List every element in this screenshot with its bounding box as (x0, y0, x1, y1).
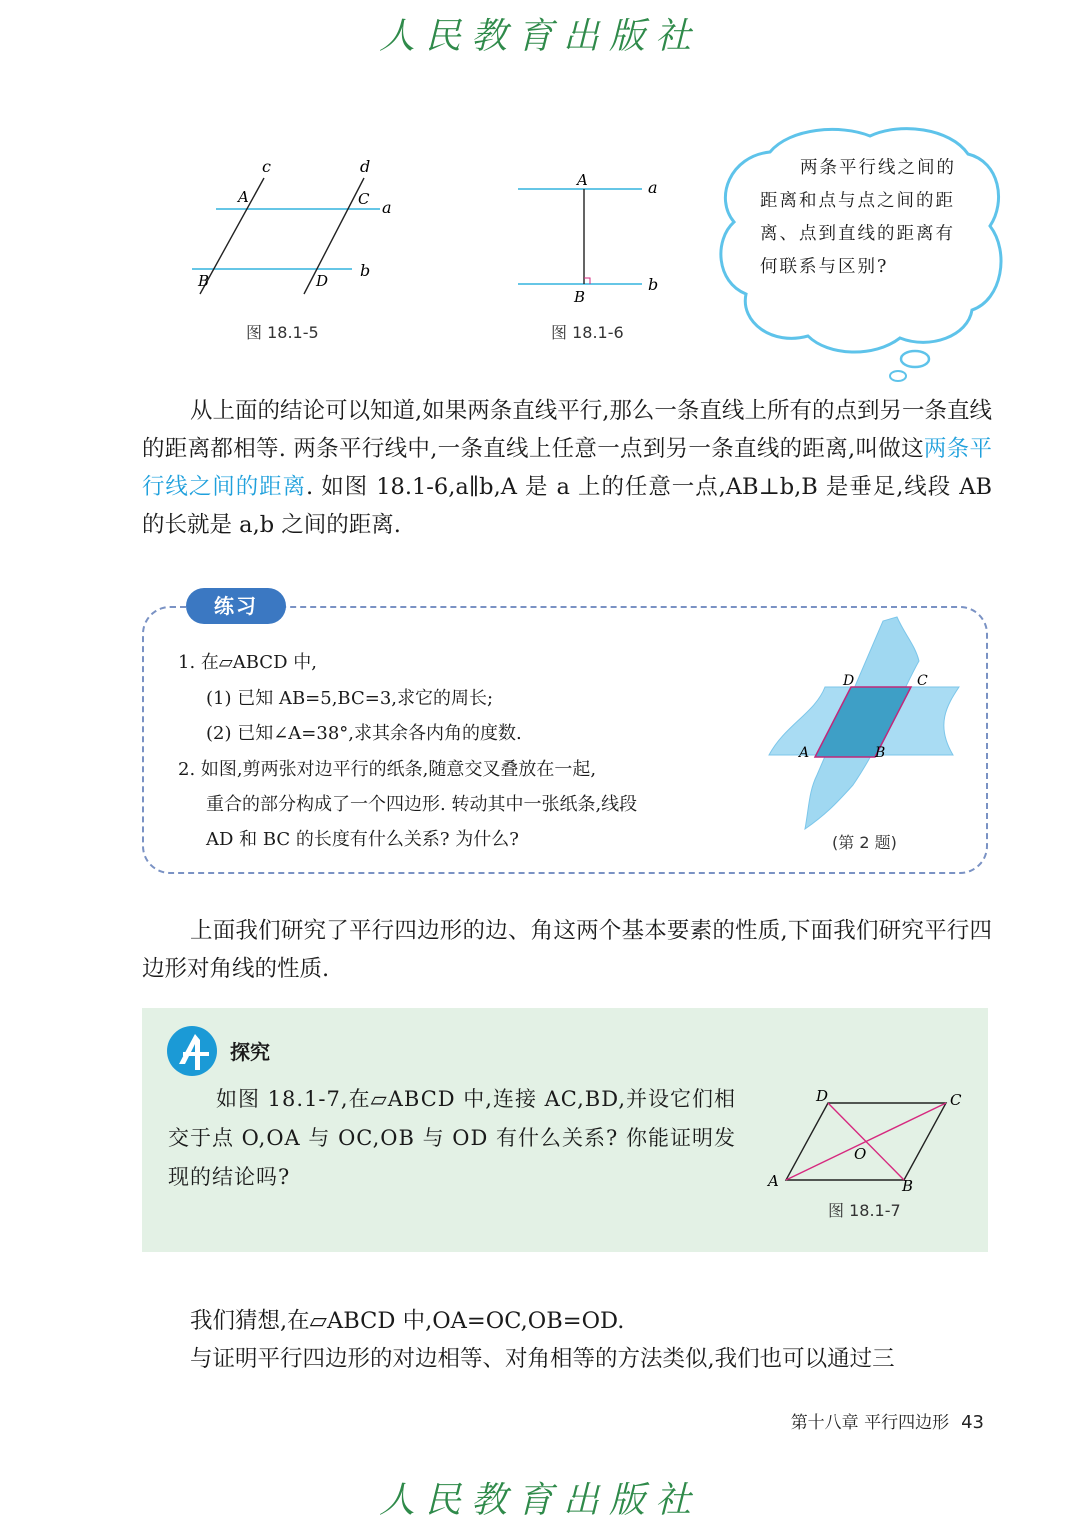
publisher-logo-top: 人民教育出版社 (378, 16, 701, 57)
paragraph-diagonals-intro: 上面我们研究了平行四边形的边、角这两个基本要素的性质,下面我们研究平行四边形对角线的性质. (142, 918, 992, 982)
page-number: 43 (961, 1412, 984, 1433)
label-D: D (816, 1087, 829, 1105)
paragraph1-part1: 从上面的结论可以知道,如果两条直线平行,那么一条直线上所有的点到另一条直线的距离都相等. 两条平行线中,一条直线上任意一点到另一条直线的距离,叫做这 (142, 398, 992, 462)
exercise-q1b: (2) 已知∠A=38°,求其余各内角的度数. (206, 723, 522, 744)
exercise-q1: 1. 在▱ABCD 中, (178, 652, 317, 673)
label-D: D (843, 673, 855, 689)
conjecture-line: 我们猜想,在▱ABCD 中,OA=OC,OB=OD. (190, 1308, 625, 1334)
label-O: O (854, 1145, 867, 1163)
paragraph-distance-between-parallels (142, 392, 992, 544)
figure-18-1-6-caption: 图 18.1-6 (551, 323, 624, 342)
line-d (304, 178, 364, 294)
label-B: B (902, 1177, 914, 1195)
label-a: a (648, 178, 658, 197)
chapter-title: 第十八章 平行四边形 (790, 1413, 950, 1433)
label-C: C (358, 190, 370, 208)
label-A: A (799, 745, 810, 761)
exercise-2-caption: (第 2 题) (832, 833, 897, 852)
explore-compass-icon (165, 1024, 219, 1078)
label-A: A (238, 188, 249, 206)
figure-18-1-7-caption: 图 18.1-7 (828, 1201, 901, 1220)
label-B: B (875, 745, 886, 761)
label-A: A (768, 1172, 779, 1190)
line-c (200, 178, 264, 294)
page-footer (791, 1408, 984, 1433)
publisher-logo-bottom: 人民教育出版社 (378, 1480, 701, 1521)
label-C: C (917, 673, 928, 689)
exercise-q1a: (1) 已知 AB=5,BC=3,求它的周长; (206, 688, 494, 709)
label-b: b (648, 275, 659, 294)
thought-bubble-text: 两条平行线之间的距离和点与点之间的距离、点到直线的距离有何联系与区别? (760, 158, 956, 277)
figure-18-1-7 (760, 1085, 970, 1195)
right-angle-mark (584, 278, 590, 284)
figure-18-1-6 (510, 165, 670, 305)
paragraph-conjecture (190, 1302, 895, 1378)
label-a: a (382, 198, 392, 217)
label-b: b (360, 261, 371, 280)
proof-method-line: 与证明平行四边形的对边相等、对角相等的方法类似,我们也可以通过三 (190, 1346, 895, 1372)
label-C: C (950, 1091, 962, 1109)
term-highlight: 两条平行线之间的距离 (142, 436, 992, 500)
figure-18-1-5 (180, 150, 410, 300)
paragraph1-part2: . 如图 18.1-6,a∥b,A 是 a 上的任意一点,AB⊥b,B 是垂足,线段 AB 的长就是 a,b 之间的距离. (142, 474, 992, 538)
exercise-q2-line1: 2. 如图,剪两张对边平行的纸条,随意交叉叠放在一起, (178, 759, 597, 780)
label-B: B (198, 272, 210, 290)
explore-question: 如图 18.1-7,在▱ABCD 中,连接 AC,BD,并设它们相交于点 O,OA 与 OC,OB 与 OD 有什么关系? 你能证明发现的结论吗? (168, 1087, 736, 1189)
diagonal-BD (828, 1103, 904, 1180)
exercise-2-figure (765, 615, 965, 830)
label-A: A (577, 171, 588, 189)
label-d: d (360, 157, 371, 176)
exercise-q2-line3: AD 和 BC 的长度有什么关系? 为什么? (206, 829, 519, 850)
explore-title: 探究 (230, 1040, 270, 1064)
label-D: D (316, 272, 329, 290)
label-c: c (262, 157, 271, 176)
exercise-q2-line2: 重合的部分构成了一个四边形. 转动其中一张纸条,线段 (206, 794, 638, 815)
figure-18-1-5-caption: 图 18.1-5 (246, 323, 319, 342)
exercise-tab: 练习 (186, 588, 286, 624)
label-B: B (574, 288, 586, 305)
